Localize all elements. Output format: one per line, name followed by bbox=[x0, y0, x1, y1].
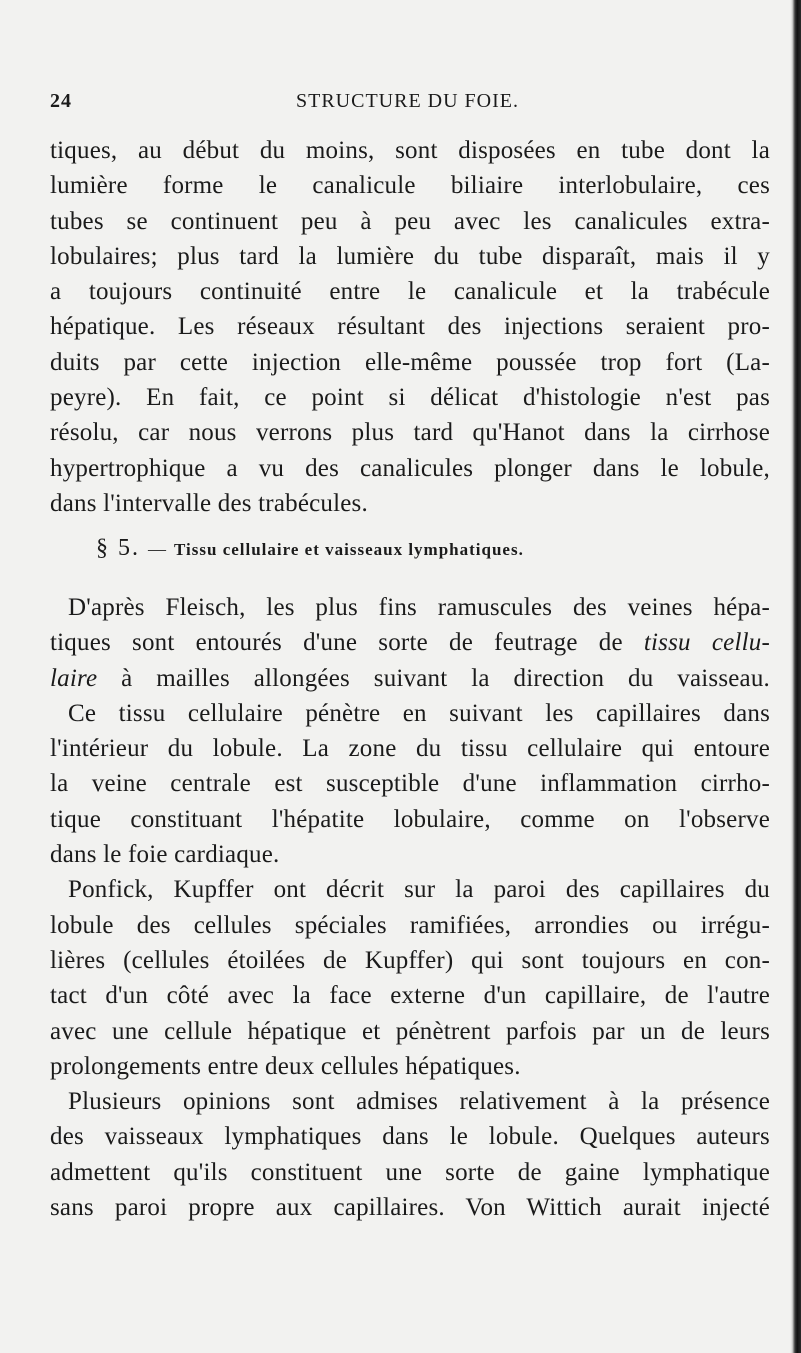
text-line: peyre). En fait, ce point si délicat d'histologie n'est pas bbox=[50, 384, 770, 412]
text-line: la veine centrale est susceptible d'une inflammation cirrho- bbox=[50, 770, 770, 798]
text-line: Ce tissu cellulaire pénètre en suivant les capillaires dans bbox=[68, 699, 770, 727]
text-line bbox=[50, 625, 770, 660]
text-line: lières (cellules étoilées de Kupffer) qui sont toujours en con- bbox=[50, 946, 770, 974]
text-run: tiques sont entourés d'une sorte de feutrage de bbox=[50, 629, 644, 657]
text-line: résolu, car nous verrons plus tard qu'Hanot dans la cirrhose bbox=[50, 419, 770, 447]
text-line: Plusieurs opinions sont admises relativement à la présence bbox=[68, 1088, 770, 1116]
page-header bbox=[50, 90, 765, 120]
text-line: tubes se continuent peu à peu avec les canalicules extra- bbox=[50, 207, 770, 235]
text-line: dans l'intervalle des trabécules. bbox=[50, 489, 368, 517]
section-dash: — bbox=[148, 539, 166, 559]
text-line: hypertrophique a vu des canalicules plonger dans le lobule, bbox=[50, 454, 770, 482]
text-line: tiques, au début du moins, sont disposées en tube dont la bbox=[50, 137, 770, 164]
running-title: STRUCTURE DU FOIE. bbox=[295, 90, 519, 112]
text-line: lobulaires; plus tard la lumière du tube disparaît, mais il y bbox=[50, 242, 770, 270]
section-heading bbox=[96, 535, 756, 562]
section-number: § 5. bbox=[96, 535, 140, 561]
text-line: hépatique. Les réseaux résultant des injections seraient pro- bbox=[50, 313, 770, 341]
text-line: dans le foie cardiaque. bbox=[50, 841, 280, 869]
text-line: des vaisseaux lymphatiques dans le lobule. Quelques auteurs bbox=[50, 1123, 770, 1151]
text-line: prolongements entre deux cellules hépatiques. bbox=[50, 1052, 521, 1080]
section-body bbox=[50, 590, 770, 1225]
text-line: tique constituant l'hépatite lobulaire, comme on l'observe bbox=[50, 805, 770, 833]
text-line: l'intérieur du lobule. La zone du tissu cellulaire qui entoure bbox=[50, 735, 770, 763]
paragraph-canalicules bbox=[50, 133, 770, 521]
text-line bbox=[50, 661, 770, 696]
text-line: admettent qu'ils constituent une sorte de gaine lymphatique bbox=[50, 1158, 770, 1186]
section-title: Tissu cellulaire et vaisseaux lymphatiques. bbox=[174, 540, 524, 559]
text-line: duits par cette injection elle-même poussée trop fort (La- bbox=[50, 348, 770, 376]
text-line: Ponfick, Kupffer ont décrit sur la paroi des capillaires du bbox=[68, 876, 770, 904]
text-line: avec une cellule hépatique et pénètrent parfois par un de leurs bbox=[50, 1017, 770, 1045]
italic-term: laire bbox=[50, 664, 98, 692]
italic-term: tissu cellu- bbox=[643, 629, 770, 657]
text-line: lumière forme le canalicule biliaire interlobulaire, ces bbox=[50, 172, 770, 200]
text-run: à mailles allongées suivant la direction du vaisseau. bbox=[97, 664, 770, 692]
page-number: 24 bbox=[50, 90, 72, 112]
text-line: a toujours continuité entre le canalicule et la trabécule bbox=[50, 278, 770, 306]
text-line: lobule des cellules spéciales ramifiées, arrondies ou irrégu- bbox=[50, 911, 770, 939]
text-line: sans paroi propre aux capillaires. Von Wittich aurait injecté bbox=[50, 1194, 770, 1222]
text-line: D'après Fleisch, les plus fins ramuscules des veines hépa- bbox=[68, 594, 770, 621]
page-binding-edge bbox=[790, 0, 801, 1353]
text-line: tact d'un côté avec la face externe d'un capillaire, de l'autre bbox=[50, 982, 770, 1010]
